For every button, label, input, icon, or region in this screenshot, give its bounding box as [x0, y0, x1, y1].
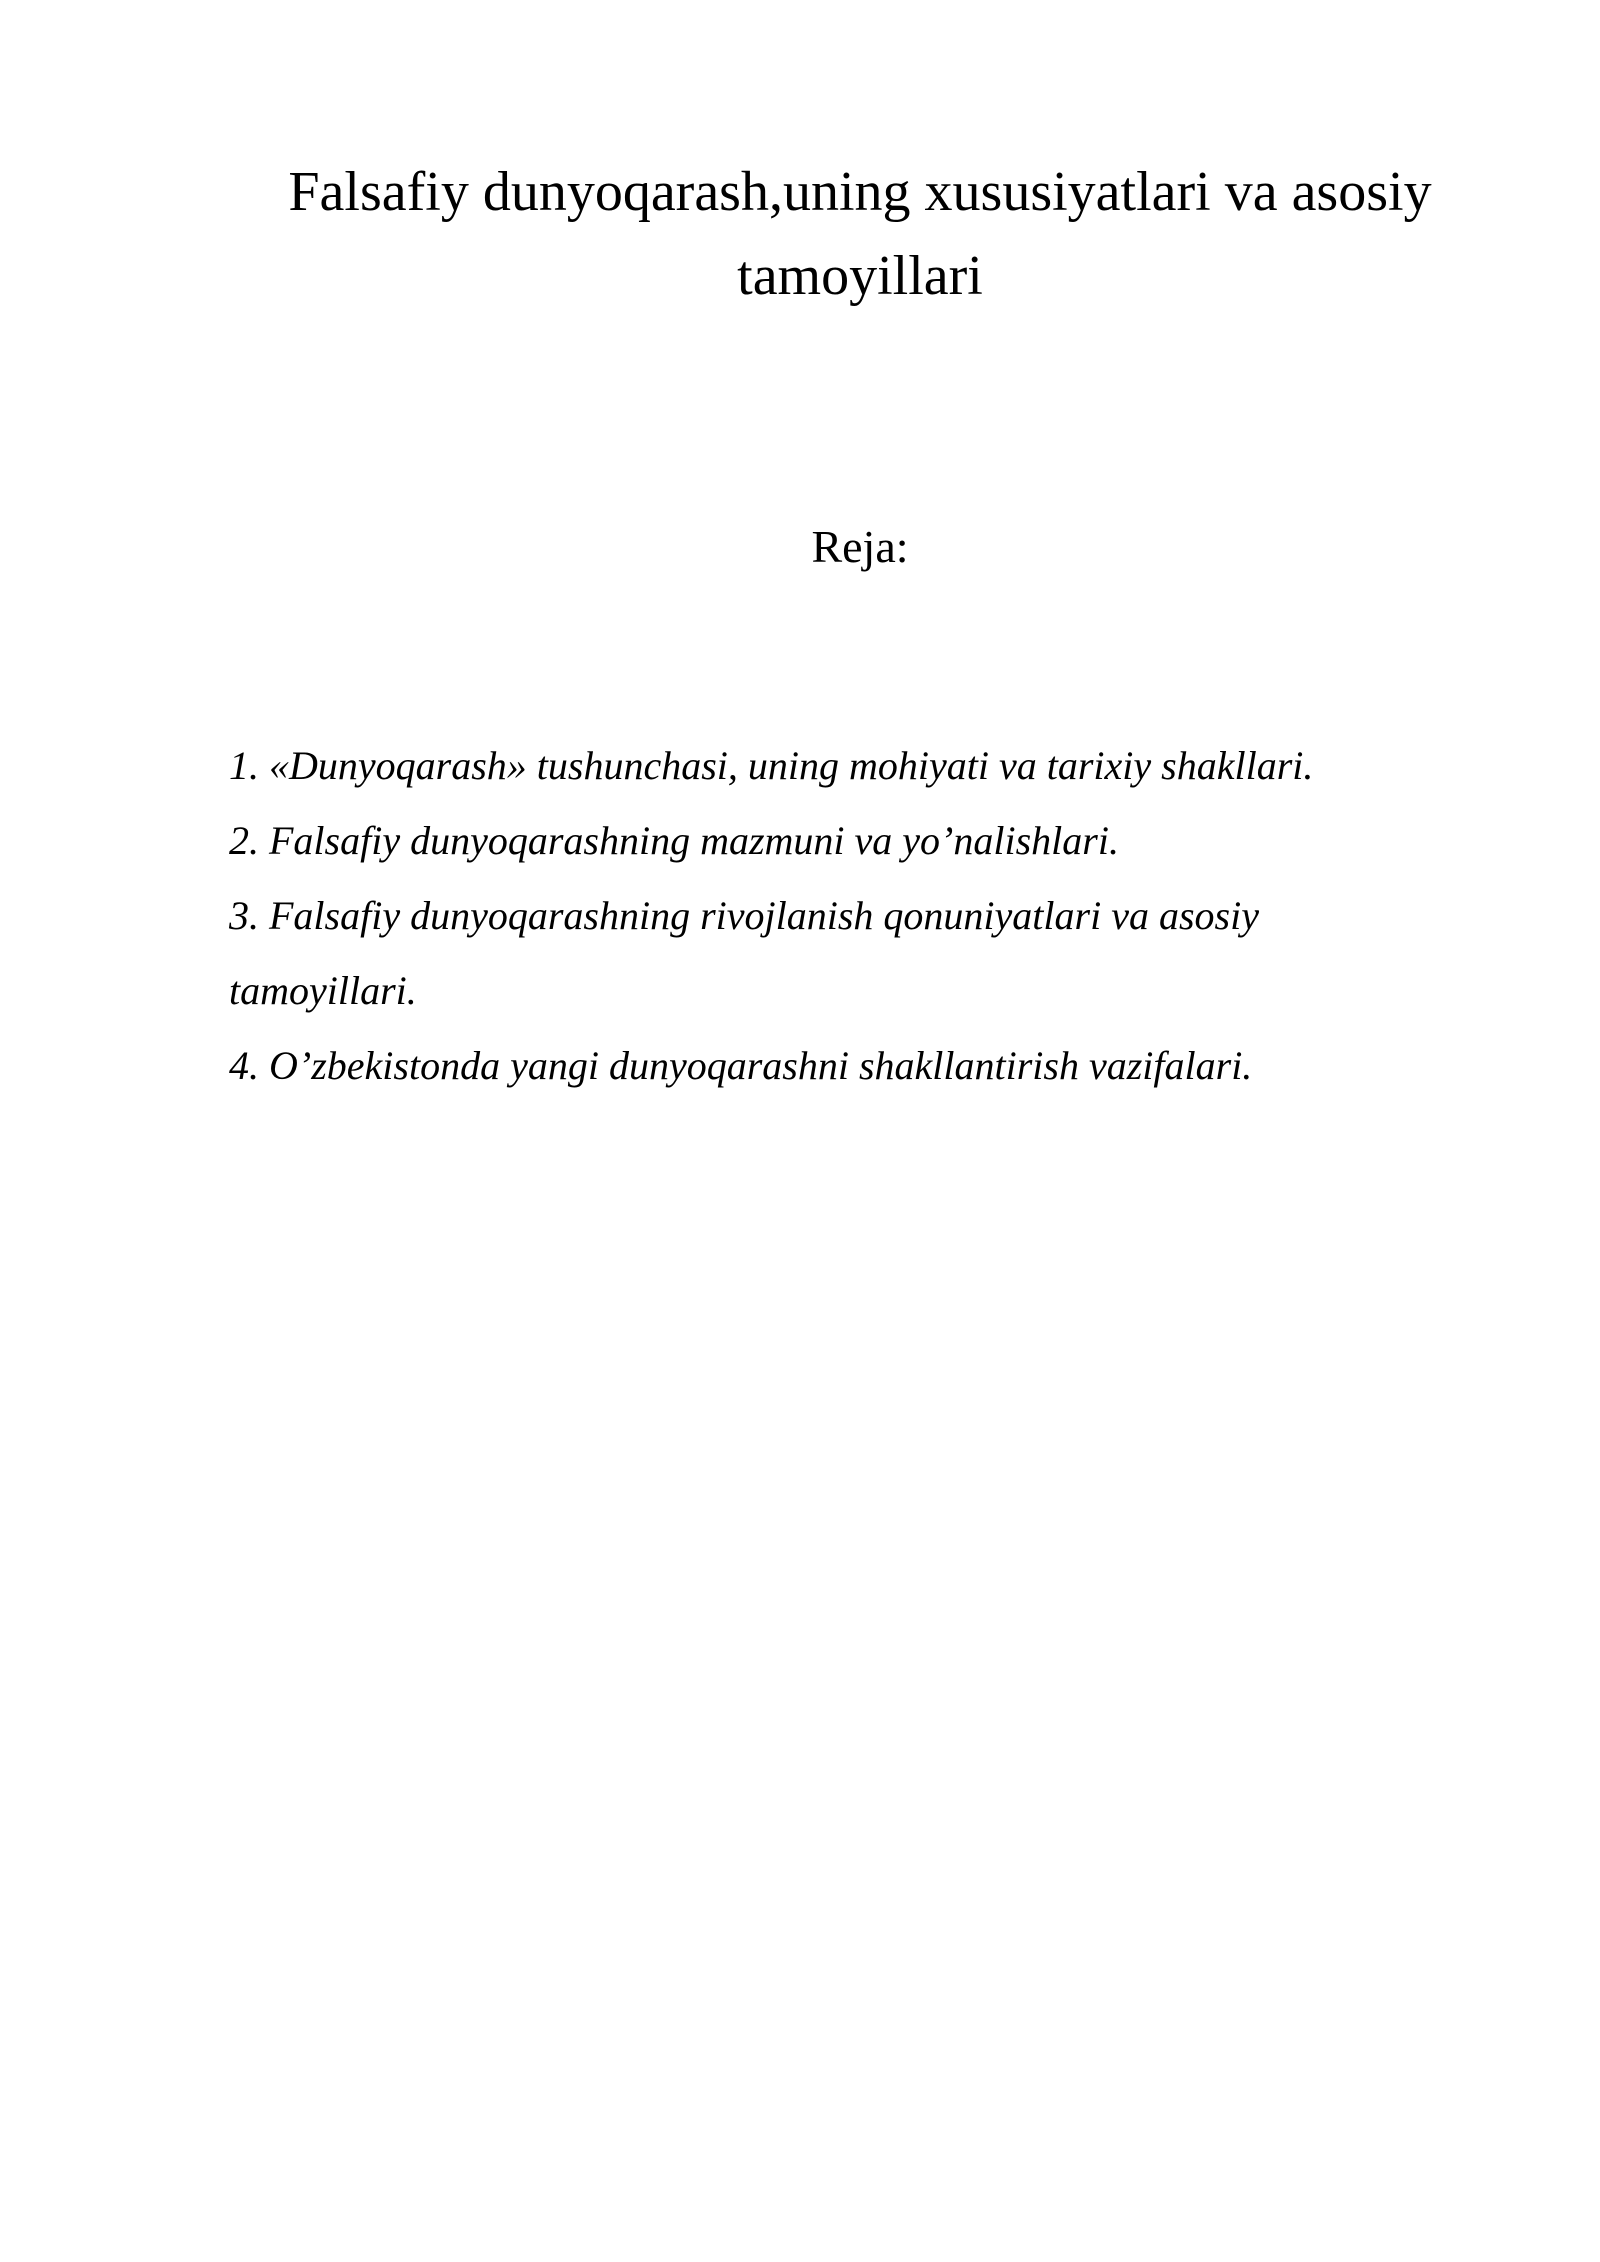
plan-item: 1. «Dunyoqarash» tushunchasi, uning mohiyati va tarixiy shakllari. [229, 743, 1314, 788]
plan-item-continuation: tamoyillari. [229, 968, 417, 1013]
plan-item: 4. O’zbekistonda yangi dunyoqarashni shakllantirish vazifalari. [229, 1043, 1253, 1088]
document-title: Falsafiy dunyoqarash,uning xususiyatlari va asosiy tamoyillari [288, 161, 1432, 307]
plan-item: 3. Falsafiy dunyoqarashning rivojlanish qonuniyatlari va asosiy [229, 893, 1259, 938]
plan-list [229, 728, 1429, 1103]
plan-item: 2. Falsafiy dunyoqarashning mazmuni va yo’nalishlari. [229, 818, 1119, 863]
plan-heading: Reja: [811, 521, 909, 572]
